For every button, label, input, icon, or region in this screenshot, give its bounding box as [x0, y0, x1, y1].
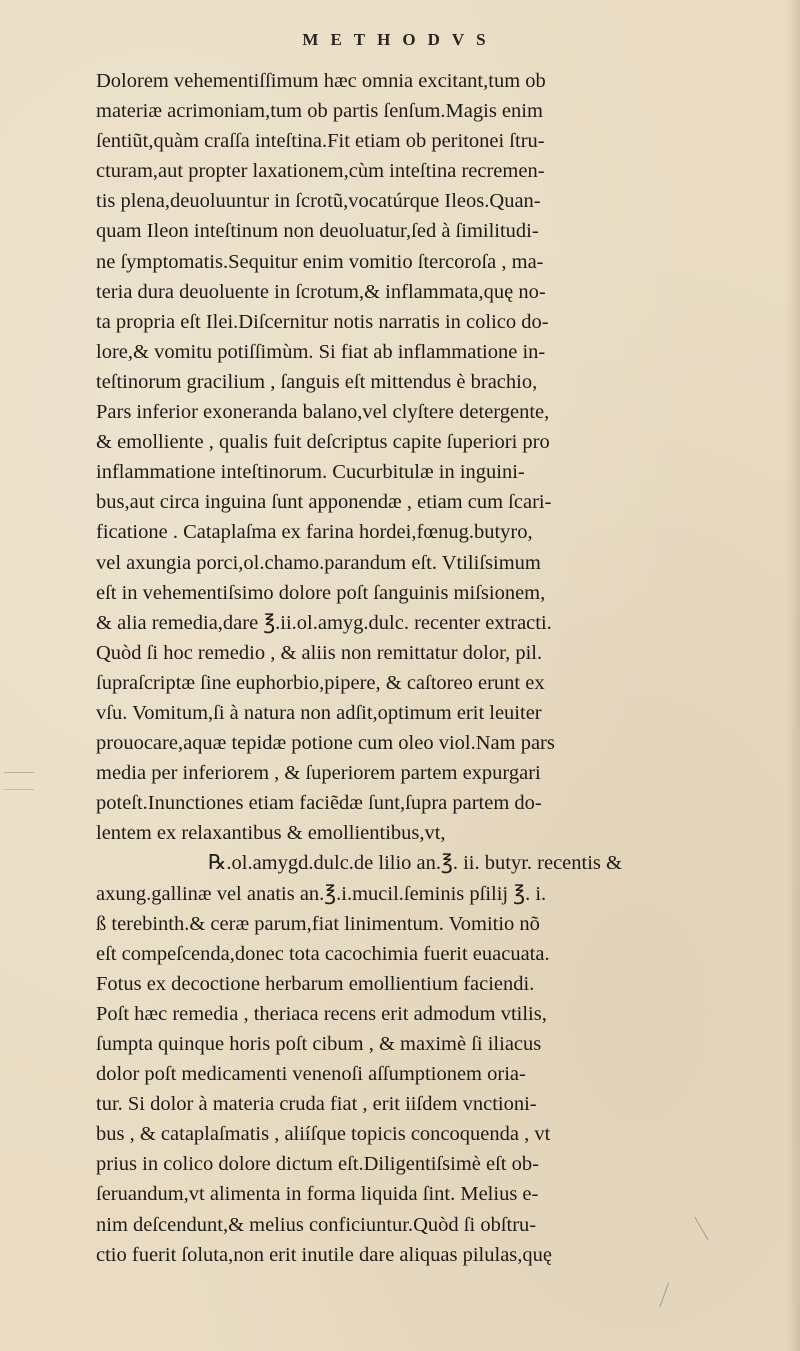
text-line: bus , & cataplaſmatis , aliíſque topicis concoquenda , vt	[96, 1123, 551, 1146]
text-line: vel axungia porci,ol.chamo.parandum eſt. Vtiliſsimum	[96, 551, 541, 574]
text-line: prius in colico dolore dictum eſt.Diligentiſsimè eſt ob-	[96, 1153, 539, 1176]
text-line: vſu. Vomitum,ſi à natura non adſit,optimum erit leuiter	[96, 701, 542, 724]
text-line: ne ſymptomatis.Sequitur enim vomitio ſtercoroſa , ma-	[96, 250, 544, 273]
text-line: lore,& vomitu potiſſimùm. Si fiat ab inflammatione in-	[96, 340, 546, 363]
text-line: Poſt hæc remedia , theriaca recens erit admodum vtilis,	[96, 1002, 547, 1025]
text-line: Quòd ſi hoc remedio , & aliis non remittatur dolor, pil.	[96, 641, 543, 664]
text-line: ſentiũt,quàm craſſa inteſtina.Fit etiam ob peritonei ſtru-	[96, 130, 545, 153]
text-line: materiæ acrimoniam,tum ob partis ſenſum.Magis enim	[96, 100, 543, 123]
text-line: Fotus ex decoctione herbarum emollientium faciendi.	[96, 972, 535, 995]
text-line: ſupraſcriptæ ſine euphorbio,pipere, & caſtoreo erunt ex	[96, 671, 545, 694]
stray-ink-mark	[648, 1279, 669, 1308]
text-line: & emolliente , qualis fuit deſcriptus capite ſuperiori pro	[96, 431, 550, 454]
text-line: ß terebinth.& ceræ parum,fiat linimentum. Vomitio nõ	[96, 912, 540, 935]
body-text	[96, 66, 768, 1270]
margin-ink-mark	[4, 772, 34, 790]
text-line: media per inferiorem , & ſuperiorem partem expurgari	[96, 762, 541, 785]
text-line: dolor poſt medicamenti venenoſi aſſumptionem oria-	[96, 1063, 526, 1086]
text-line: & alia remedia,dare ℥.ii.ol.amyg.dulc. recenter extracti.	[96, 611, 552, 634]
text-line: inflammatione inteſtinorum. Cucurbitulæ in inguini-	[96, 461, 525, 484]
text-line: cturam,aut propter laxationem,cùm inteſtina recremen-	[96, 160, 545, 183]
text-line: teſtinorum gracilium , ſanguis eſt mittendus è brachio,	[96, 370, 538, 393]
text-line: ctio fuerit ſoluta,non erit inutile dare aliquas pilulas,quę	[96, 1243, 552, 1266]
text-line: lentem ex relaxantibus & emollientibus,vt,	[96, 822, 446, 845]
text-line: ta propria eſt Ilei.Diſcernitur notis narratis in colico do-	[96, 310, 549, 333]
text-line: poteſt.Inunctiones etiam faciẽdæ ſunt,ſupra partem do-	[96, 792, 542, 815]
text-line: eſt in vehementiſsimo dolore poſt ſanguinis miſsionem,	[96, 581, 546, 604]
running-head: METHODVS	[302, 30, 498, 49]
page-edge-shadow	[786, 0, 800, 1351]
text-line: axung.gallinæ vel anatis an.℥.i.mucil.ſeminis pſilij ℥. i.	[96, 882, 547, 905]
text-line: tur. Si dolor à materia cruda fiat , erit iiſdem vnctioni-	[96, 1093, 537, 1116]
prescription-line: ℞.ol.amygd.dulc.de lilio an.℥. ii. butyr. recentis &	[208, 852, 622, 875]
text-line: ſeruandum,vt alimenta in forma liquida ſint. Melius e-	[96, 1183, 539, 1206]
text-line: Pars inferior exoneranda balano,vel clyſtere detergente,	[96, 401, 550, 424]
text-line: quam Ileon inteſtinum non deuoluatur,ſed à ſimilitudi-	[96, 220, 539, 243]
text-line: teria dura deuoluente in ſcrotum,& inflammata,quę no-	[96, 280, 546, 303]
text-line: tis plena,deuoluuntur in ſcrotũ,vocatúrque Ileos.Quan-	[96, 190, 541, 213]
text-line: ficatione . Cataplaſma ex farina hordei,fœnug.butyro,	[96, 521, 533, 544]
text-line: eſt compeſcenda,donec tota cacochimia fuerit euacuata.	[96, 942, 550, 965]
text-line: nim deſcendunt,& melius conficiuntur.Quòd ſi obſtru-	[96, 1213, 537, 1236]
text-line: ſumpta quinque horis poſt cibum , & maximè ſi iliacus	[96, 1033, 542, 1055]
text-line: prouocare,aquæ tepidæ potione cum oleo viol.Nam pars	[96, 732, 555, 755]
text-line: Dolorem vehementiſſimum hæc omnia excitant,tum ob	[96, 70, 546, 92]
text-line: bus,aut circa inguina ſunt apponendæ , etiam cum ſcari-	[96, 491, 552, 514]
